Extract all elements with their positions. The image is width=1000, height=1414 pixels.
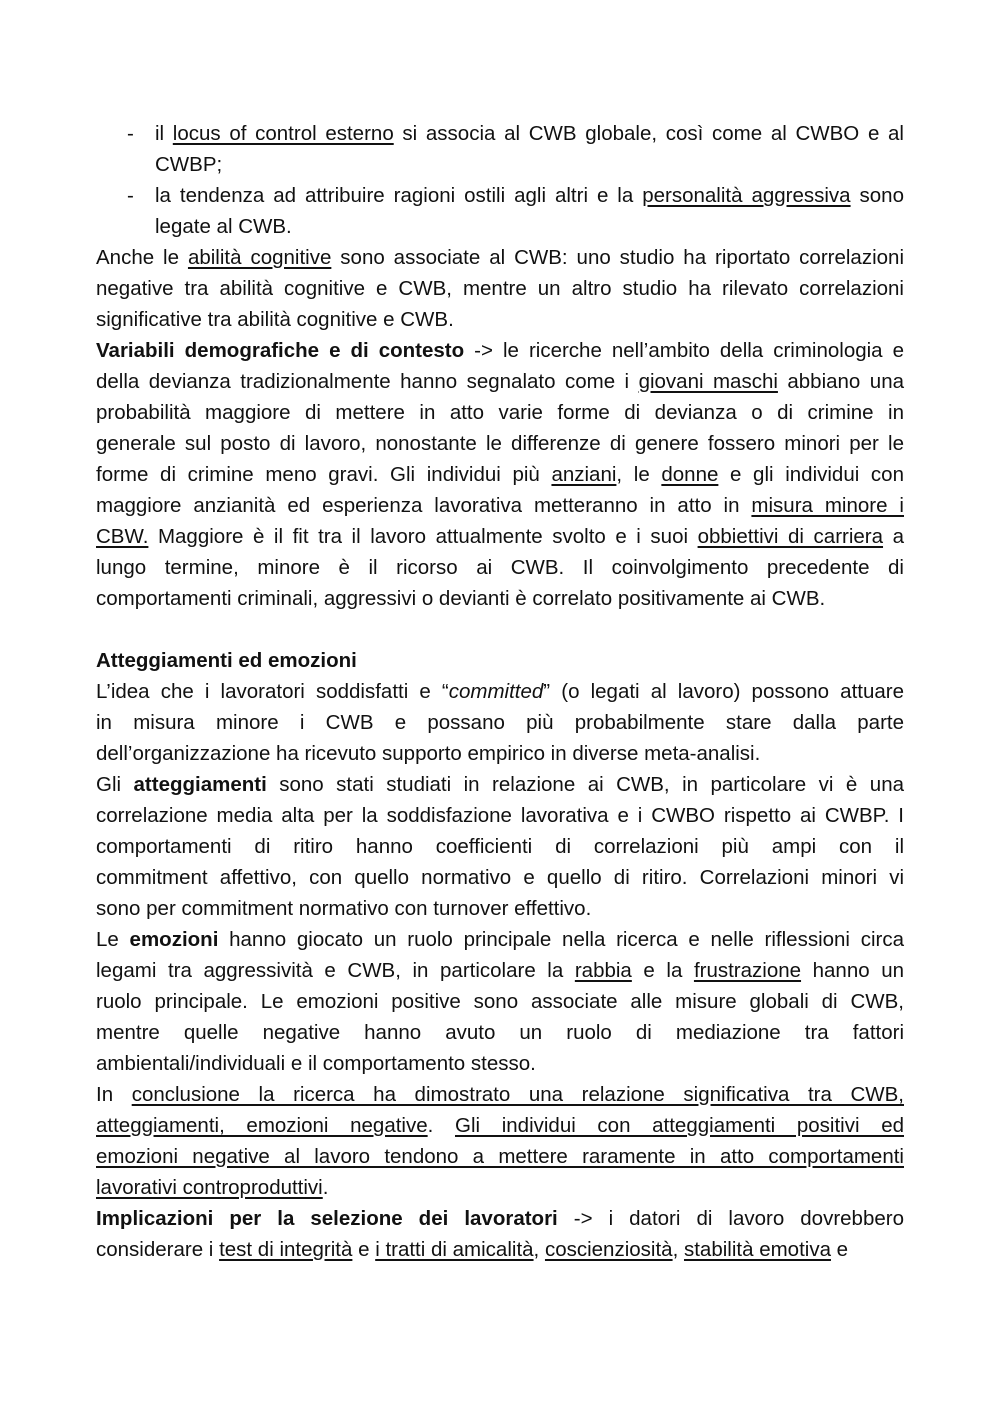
- paragraph: [96, 242, 904, 335]
- paragraph: [96, 1203, 904, 1265]
- underlined-text: donne: [661, 463, 719, 486]
- underlined-text: frustrazione: [693, 959, 802, 982]
- text-line: Variabili demografiche e di contesto -> le ricerche nell’ambito della criminologia e: [96, 339, 905, 362]
- underlined-text: misura minore i: [751, 494, 904, 517]
- underlined-text: personalità aggressiva: [642, 184, 851, 207]
- text-line: significative tra abilità cognitive e CWB.: [96, 308, 454, 331]
- text-line: [96, 645, 904, 676]
- text-line: forme di crimine meno gravi. Gli individui più anziani, le donne e gli individui con: [96, 463, 904, 486]
- text-line: CBW. Maggiore è il fit tra il lavoro attualmente svolto e i suoi obbiettivi di carriera a: [96, 525, 904, 548]
- underlined-text: conclusione la ricerca ha dimostrato una relazione significativa tra CWB,: [131, 1083, 904, 1106]
- text-line: comportamenti di ritiro hanno coefficienti di correlazioni più ampi con il: [96, 835, 904, 858]
- paragraph-spacer: [96, 614, 904, 645]
- underlined-text: lavorativi controproduttivi: [96, 1176, 323, 1199]
- text-line: [96, 1141, 904, 1172]
- text-line: sono per commitment normativo con turnover effettivo.: [96, 897, 592, 920]
- text-line: dell’organizzazione ha ricevuto supporto empirico in diverse meta-analisi.: [96, 742, 761, 765]
- bold-text: Atteggiamenti ed emozioni: [96, 649, 357, 672]
- text-line: generale sul posto di lavoro, nonostante le differenze di genere fossero minori per le: [96, 432, 904, 455]
- paragraph: [96, 676, 904, 769]
- bold-text: emozioni: [129, 928, 219, 951]
- text-line: lavorativi controproduttivi.: [96, 1176, 329, 1199]
- text-line: Gli atteggiamenti sono stati studiati in relazione ai CWB, in particolare vi è una: [96, 773, 904, 796]
- underlined-text: atteggiamenti, emozioni negative: [96, 1114, 428, 1137]
- underlined-text: giovani maschi: [638, 370, 778, 393]
- underlined-text: test di integrità: [219, 1238, 353, 1261]
- underlined-text: CBW.: [96, 525, 149, 548]
- underlined-text: stabilità emotiva: [683, 1238, 831, 1261]
- text-line: probabilità maggiore di mettere in atto varie forme di devianza o di crimine in: [96, 401, 904, 424]
- text-line: ambientali/individuali e il comportamento stesso.: [96, 1052, 536, 1075]
- underlined-text: abilità cognitive: [187, 246, 332, 269]
- text-line: della devianza tradizionalmente hanno segnalato come i giovani maschi abbiano una: [96, 370, 904, 393]
- bullet-list: [96, 118, 904, 242]
- underlined-text: i tratti di amicalità: [375, 1238, 534, 1261]
- paragraph: [96, 1079, 904, 1203]
- bold-text: Implicazioni per la selezione dei lavoratori: [96, 1207, 558, 1230]
- underlined-text: rabbia: [574, 959, 632, 982]
- body-text: [96, 242, 904, 1265]
- text-line: in misura minore i CWB e possano più probabilmente stare dalla parte: [96, 711, 904, 734]
- paragraph: [96, 645, 904, 676]
- underlined-text: obbiettivi di carriera: [697, 525, 884, 548]
- text-line: legate al CWB.: [155, 215, 292, 238]
- paragraph: [96, 335, 904, 614]
- text-line: L’idea che i lavoratori soddisfatti e “committed” (o legati al lavoro) possono attuare: [96, 680, 905, 703]
- paragraph: [96, 769, 904, 924]
- text-line: considerare i test di integrità e i tratti di amicalità, coscienziosità, stabilità emotiva e: [96, 1238, 849, 1261]
- text-line: Le emozioni hanno giocato un ruolo principale nella ricerca e nelle riflessioni circa: [96, 928, 905, 951]
- text-line: correlazione media alta per la soddisfazione lavorativa e i CWBO rispetto ai CWBP. I: [96, 804, 904, 827]
- bullet-item: [96, 180, 904, 242]
- paragraph: [96, 924, 904, 1079]
- text-line: maggiore anzianità ed esperienza lavorativa metteranno in atto in misura minore i: [96, 494, 904, 517]
- text-line: commitment affettivo, con quello normativo e quello di ritiro. Correlazioni minori vi: [96, 866, 904, 889]
- bullet-dash: -: [127, 122, 134, 145]
- bullet-item: [96, 118, 904, 180]
- underlined-text: coscienziosità: [544, 1238, 673, 1261]
- bullet-dash: -: [127, 184, 134, 207]
- text-line: CWBP;: [155, 153, 223, 176]
- italic-text: committed: [448, 680, 544, 703]
- text-line: legami tra aggressività e CWB, in particolare la rabbia e la frustrazione hanno un: [96, 959, 905, 982]
- text-line: Anche le abilità cognitive sono associate al CWB: uno studio ha riportato correlazioni: [96, 246, 904, 269]
- text-line: atteggiamenti, emozioni negative. Gli individui con atteggiamenti positivi ed: [96, 1114, 904, 1137]
- text-line: lungo termine, minore è il ricorso ai CWB. Il coinvolgimento precedente di: [96, 556, 904, 579]
- text-line: In conclusione la ricerca ha dimostrato una relazione significativa tra CWB,: [96, 1083, 904, 1106]
- underlined-text: Gli individui con atteggiamenti positivi ed: [455, 1114, 904, 1137]
- underlined-text: anziani: [551, 463, 617, 486]
- text-line: mentre quelle negative hanno avuto un ruolo di mediazione tra fattori: [96, 1021, 904, 1044]
- bold-text: Variabili demografiche e di contesto: [96, 339, 465, 362]
- text-line: ruolo principale. Le emozioni positive sono associate alle misure globali di CWB,: [96, 990, 904, 1013]
- text-line: - la tendenza ad attribuire ragioni ostili agli altri e la personalità aggressiva sono: [96, 180, 904, 211]
- underlined-text: emozioni negative al lavoro tendono a mettere raramente in atto comportamenti: [96, 1145, 904, 1168]
- text-line: negative tra abilità cognitive e CWB, mentre un altro studio ha rilevato correlazioni: [96, 277, 904, 300]
- text-line: Implicazioni per la selezione dei lavoratori -> i datori di lavoro dovrebbero: [96, 1207, 904, 1230]
- text-line: comportamenti criminali, aggressivi o devianti è correlato positivamente ai CWB.: [96, 587, 826, 610]
- text-line: - il locus of control esterno si associa al CWB globale, così come al CWBO e al: [96, 118, 904, 149]
- bold-text: atteggiamenti: [133, 773, 267, 796]
- underlined-text: locus of control esterno: [172, 122, 394, 145]
